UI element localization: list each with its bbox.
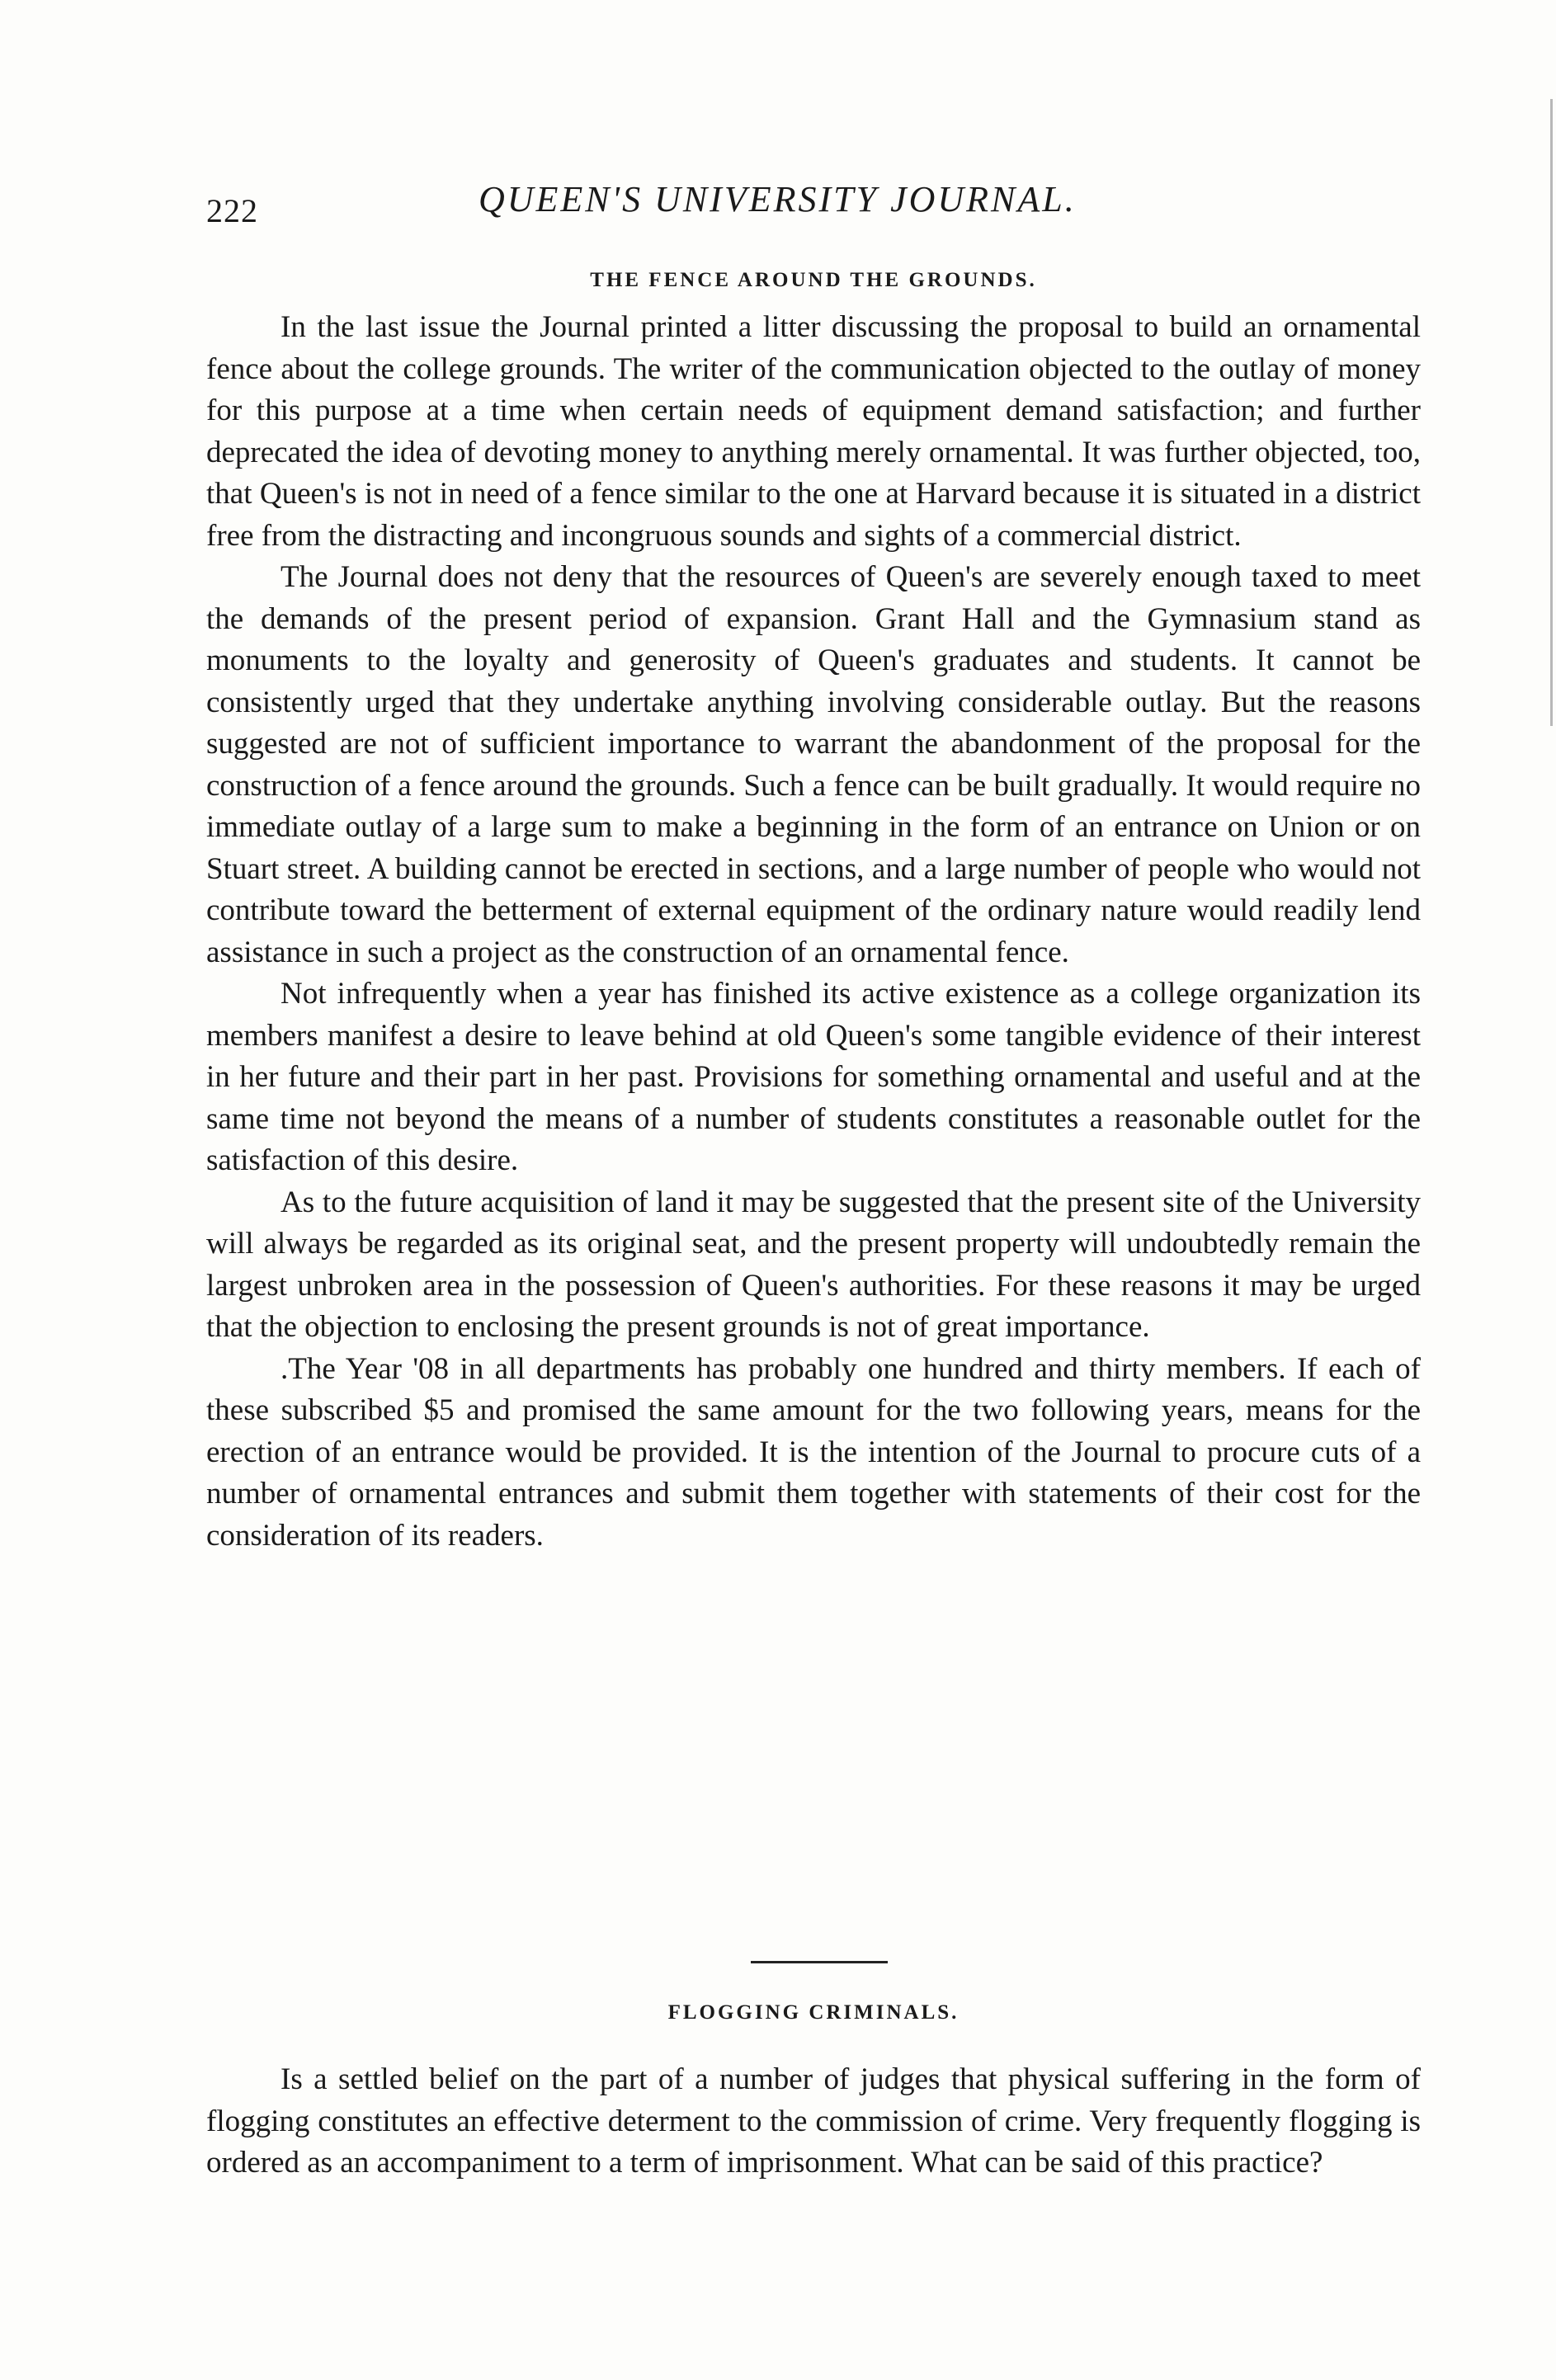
paragraph: Is a settled belief on the part of a number of judges that physical suffering in the form of flogging constitutes an effective determent to the commission of crime. Very frequently flogging is ordered as an accompaniment to a term of imprisonment. What can be said of this practice? <box>206 2062 1421 2180</box>
article-title: THE FENCE AROUND THE GROUNDS. <box>590 269 1037 291</box>
running-head-title: QUEEN'S UNIVERSITY JOURNAL. <box>479 179 1077 219</box>
article-title: FLOGGING CRIMINALS. <box>667 2001 960 2024</box>
article-flogging-criminals <box>206 2001 1421 2184</box>
paragraph: .The Year '08 in all departments has probably one hundred and thirty members. If each of these subscribed $5 and promised the same amount for the two following years, means for the erection of an entrance would be provided. It is the intention of the Journal to procure cuts of a number of ornamental entrances and submit them together with statements of their cost for the consideration of its readers. <box>206 1351 1421 1553</box>
paragraph: Not infrequently when a year has finished its active existence as a college organization its members manifest a desire to leave behind at old Queen's some tangible evidence of their interest in her future and their part in her past. Provisions for something ornamental and useful and at the same time not beyond the means of a number of students constitutes a reasonable outlet for the satisfaction of this desire. <box>206 977 1421 1177</box>
section-divider <box>751 1961 888 1963</box>
article-body <box>206 307 1421 1557</box>
page-edge-shadow <box>1550 99 1553 726</box>
paragraph: As to the future acquisition of land it may be suggested that the present site of the University will always be regarded as its original seat, and the present property will undoubtedly remain the largest unbroken area in the possession of Queen's authorities. For these reasons it may be urged that the objection to enclosing the present grounds is not of great importance. <box>206 1185 1421 1344</box>
article-fence-around-grounds <box>206 269 1421 1557</box>
paragraph: The Journal does not deny that the resources of Queen's are severely enough taxed to meet the demands of the present period of expansion. Grant Hall and the Gymnasium stand as monuments to the loyalty and generosity of Queen's graduates and students. It cannot be consistently urged that they undertake anything involving considerable outlay. But the reasons suggested are not of sufficient importance to warrant the abandonment of the proposal for the construction of a fence around the grounds. Such a fence can be built gradually. It would require no immediate outlay of a large sum to make a beginning in the form of an entrance on Union or on Stuart street. A building cannot be erected in sections, and a large number of people who would not contribute toward the betterment of external equipment of the ordinary nature would readily lend assistance in such a project as the construction of an ornamental fence. <box>206 560 1421 969</box>
page-number: 222 <box>206 192 258 229</box>
paragraph: In the last issue the Journal printed a litter discussing the proposal to build an ornamental fence about the college grounds. The writer of the communication objected to the outlay of money for this purpose at a time when certain needs of equipment demand satisfaction; and further deprecated the idea of devoting money to anything merely ornamental. It was further objected, too, that Queen's is not in need of a fence similar to the one at Harvard because it is situated in a district free from the distracting and incongruous sounds and sights of a commercial district. <box>206 310 1421 553</box>
article-body <box>206 2059 1421 2184</box>
